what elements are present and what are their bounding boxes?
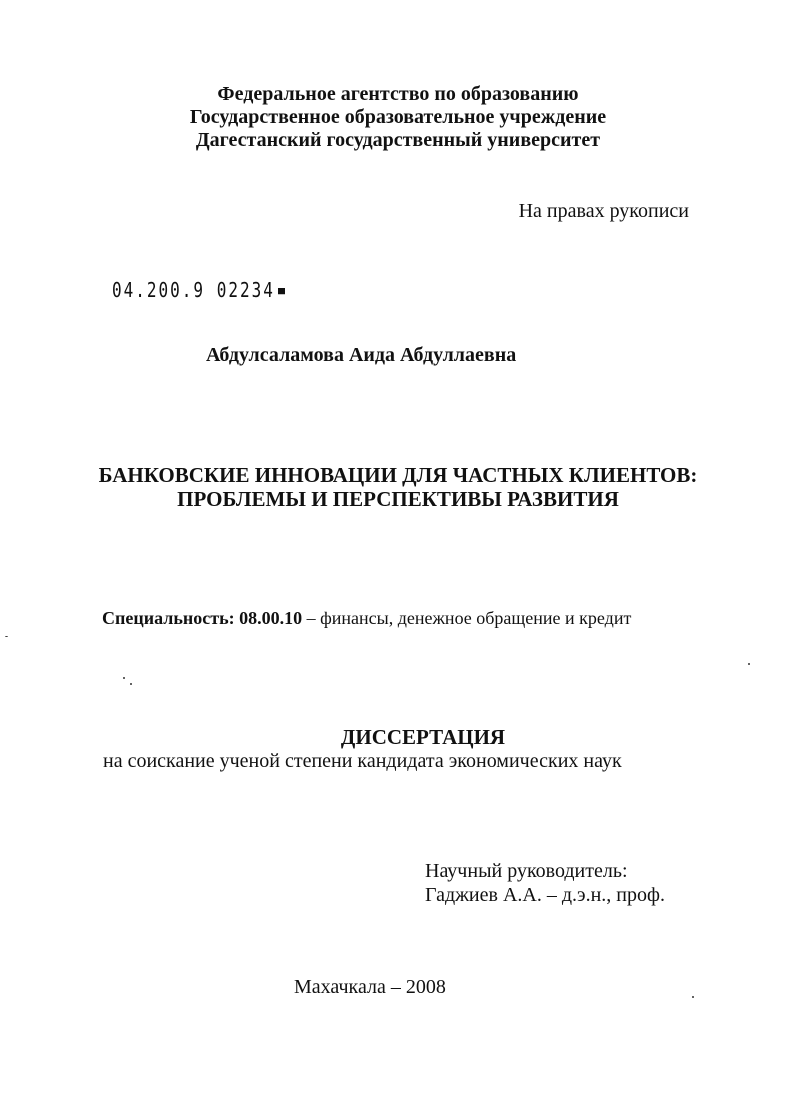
title-line-1: БАНКОВСКИЕ ИННОВАЦИИ ДЛЯ ЧАСТНЫХ КЛИЕНТОВ:	[98, 463, 698, 487]
supervisor-label: Научный руководитель:	[425, 860, 628, 882]
supervisor-name: Гаджиев А.А. – д.э.н., проф.	[425, 884, 665, 906]
stamp-number-text: 04.200.9 02234	[112, 278, 275, 302]
title-line-2: ПРОБЛЕМЫ И ПЕРСПЕКТИВЫ РАЗВИТИЯ	[177, 487, 619, 511]
specialty	[102, 608, 631, 629]
author-name: Абдулсаламова Аида Абдуллаевна	[206, 344, 517, 366]
dissertation-subtitle: на соискание ученой степени кандидата экономических наук	[103, 750, 622, 772]
dissertation-heading: ДИССЕРТАЦИЯ	[340, 725, 506, 749]
rights-note: На правах рукописи	[518, 200, 689, 222]
scan-speck	[748, 663, 750, 665]
stamp-mark-icon	[278, 288, 285, 294]
specialty-description: – финансы, денежное обращение и кредит	[302, 608, 632, 628]
scan-speck	[692, 996, 694, 998]
scan-speck	[5, 636, 8, 637]
header-agency: Федеральное агентство по образованию	[217, 83, 579, 105]
scan-speck	[123, 677, 125, 679]
scan-speck	[130, 683, 132, 685]
header-university: Дагестанский государственный университет	[195, 129, 601, 151]
specialty-code: Специальность: 08.00.10	[102, 608, 303, 628]
library-stamp-number	[112, 278, 285, 302]
header-institution: Государственное образовательное учреждение	[189, 106, 607, 128]
place-year: Махачкала – 2008	[294, 976, 446, 998]
